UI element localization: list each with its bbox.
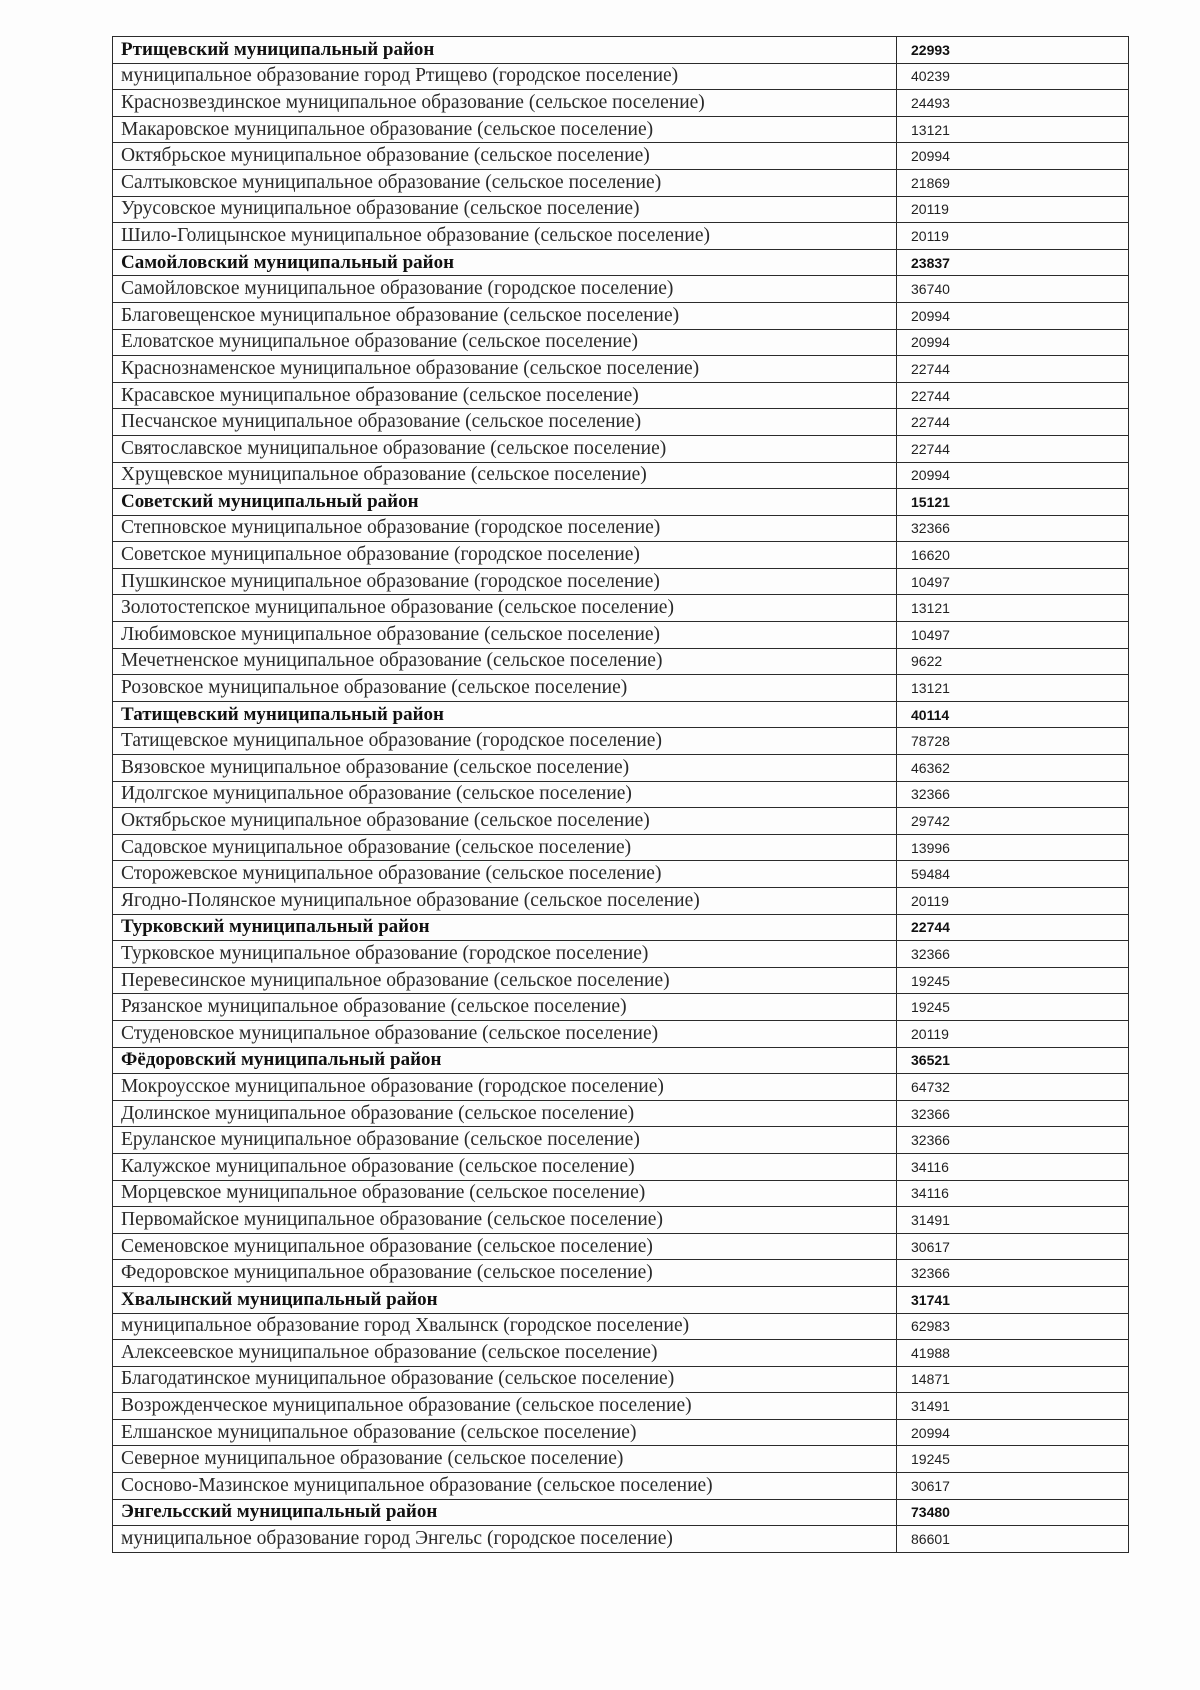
table-row: [113, 888, 1129, 915]
municipality-name-cell: Семеновское муниципальное образование (сельское поселение): [113, 1233, 897, 1260]
municipality-value-cell: 10497: [897, 568, 1129, 595]
district-name-cell: Ртищевский муниципальный район: [113, 37, 897, 64]
municipality-value-cell: 32366: [897, 515, 1129, 542]
district-row: [113, 1047, 1129, 1074]
municipality-value-cell: 31491: [897, 1393, 1129, 1420]
municipality-value-cell: 20994: [897, 143, 1129, 170]
municipality-value-cell: 20119: [897, 196, 1129, 223]
municipality-table: [112, 36, 1129, 1553]
municipality-name-cell: муниципальное образование город Энгельс (городское поселение): [113, 1526, 897, 1553]
table-row: [113, 223, 1129, 250]
table-row: [113, 1419, 1129, 1446]
table-row: [113, 675, 1129, 702]
municipality-value-cell: 31491: [897, 1207, 1129, 1234]
district-row: [113, 489, 1129, 516]
district-row: [113, 37, 1129, 64]
municipality-value-cell: 9622: [897, 648, 1129, 675]
district-value-cell: 22744: [897, 914, 1129, 941]
municipality-name-cell: Самойловское муниципальное образование (городское поселение): [113, 276, 897, 303]
table-row: [113, 861, 1129, 888]
municipality-value-cell: 19245: [897, 1446, 1129, 1473]
table-row: [113, 409, 1129, 436]
table-row: [113, 1260, 1129, 1287]
table-row: [113, 382, 1129, 409]
municipality-name-cell: Краснознаменское муниципальное образование (сельское поселение): [113, 356, 897, 383]
table-row: [113, 1207, 1129, 1234]
municipality-name-cell: Студеновское муниципальное образование (сельское поселение): [113, 1020, 897, 1047]
municipality-name-cell: Святославское муниципальное образование (сельское поселение): [113, 435, 897, 462]
municipality-name-cell: Октябрьское муниципальное образование (сельское поселение): [113, 143, 897, 170]
municipality-name-cell: Мокроусское муниципальное образование (городское поселение): [113, 1074, 897, 1101]
municipality-value-cell: 29742: [897, 808, 1129, 835]
municipality-name-cell: Сосново-Мазинское муниципальное образование (сельское поселение): [113, 1473, 897, 1500]
municipality-name-cell: Красавское муниципальное образование (сельское поселение): [113, 382, 897, 409]
district-name-cell: Хвалынский муниципальный район: [113, 1286, 897, 1313]
municipality-name-cell: Мечетненское муниципальное образование (сельское поселение): [113, 648, 897, 675]
municipality-name-cell: Благодатинское муниципальное образование (сельское поселение): [113, 1366, 897, 1393]
municipality-name-cell: Октябрьское муниципальное образование (сельское поселение): [113, 808, 897, 835]
municipality-value-cell: 22744: [897, 409, 1129, 436]
district-name-cell: Советский муниципальный район: [113, 489, 897, 516]
municipality-name-cell: Алексеевское муниципальное образование (сельское поселение): [113, 1340, 897, 1367]
table-row: [113, 143, 1129, 170]
municipality-value-cell: 32366: [897, 1127, 1129, 1154]
municipality-value-cell: 20994: [897, 462, 1129, 489]
municipality-value-cell: 34116: [897, 1180, 1129, 1207]
district-row: [113, 1499, 1129, 1526]
district-value-cell: 31741: [897, 1286, 1129, 1313]
municipality-value-cell: 13121: [897, 116, 1129, 143]
district-value-cell: 73480: [897, 1499, 1129, 1526]
municipality-value-cell: 32366: [897, 1260, 1129, 1287]
municipality-value-cell: 36740: [897, 276, 1129, 303]
district-value-cell: 40114: [897, 701, 1129, 728]
municipality-name-cell: Урусовское муниципальное образование (сельское поселение): [113, 196, 897, 223]
table-row: [113, 967, 1129, 994]
table-row: [113, 196, 1129, 223]
table-row: [113, 568, 1129, 595]
table-row: [113, 63, 1129, 90]
municipality-name-cell: Шило-Голицынское муниципальное образование (сельское поселение): [113, 223, 897, 250]
table-row: [113, 1020, 1129, 1047]
municipality-value-cell: 30617: [897, 1233, 1129, 1260]
municipality-name-cell: Рязанское муниципальное образование (сельское поселение): [113, 994, 897, 1021]
municipality-value-cell: 19245: [897, 994, 1129, 1021]
district-row: [113, 701, 1129, 728]
table-row: [113, 462, 1129, 489]
municipality-value-cell: 20994: [897, 1419, 1129, 1446]
table-row: [113, 542, 1129, 569]
table-row: [113, 1526, 1129, 1553]
district-row: [113, 249, 1129, 276]
table-row: [113, 1180, 1129, 1207]
municipality-value-cell: 22744: [897, 435, 1129, 462]
table-row: [113, 834, 1129, 861]
municipality-value-cell: 59484: [897, 861, 1129, 888]
municipality-value-cell: 21869: [897, 169, 1129, 196]
municipality-name-cell: Морцевское муниципальное образование (сельское поселение): [113, 1180, 897, 1207]
municipality-name-cell: Еловатское муниципальное образование (сельское поселение): [113, 329, 897, 356]
district-row: [113, 1286, 1129, 1313]
municipality-name-cell: Сторожевское муниципальное образование (сельское поселение): [113, 861, 897, 888]
municipality-value-cell: 30617: [897, 1473, 1129, 1500]
municipality-name-cell: Песчанское муниципальное образование (сельское поселение): [113, 409, 897, 436]
table-row: [113, 1153, 1129, 1180]
table-row: [113, 169, 1129, 196]
municipality-value-cell: 41988: [897, 1340, 1129, 1367]
table-row: [113, 1127, 1129, 1154]
municipality-value-cell: 20994: [897, 302, 1129, 329]
municipality-value-cell: 46362: [897, 755, 1129, 782]
table-row: [113, 329, 1129, 356]
municipality-value-cell: 10497: [897, 622, 1129, 649]
table-row: [113, 1074, 1129, 1101]
table-row: [113, 90, 1129, 117]
table-row: [113, 941, 1129, 968]
municipality-name-cell: Золотостепское муниципальное образование (сельское поселение): [113, 595, 897, 622]
municipality-value-cell: 20119: [897, 1020, 1129, 1047]
municipality-name-cell: Салтыковское муниципальное образование (сельское поселение): [113, 169, 897, 196]
municipality-value-cell: 20119: [897, 223, 1129, 250]
table-row: [113, 622, 1129, 649]
table-row: [113, 755, 1129, 782]
municipality-value-cell: 13121: [897, 675, 1129, 702]
municipality-value-cell: 16620: [897, 542, 1129, 569]
municipality-value-cell: 32366: [897, 941, 1129, 968]
table-row: [113, 1100, 1129, 1127]
municipality-value-cell: 22744: [897, 356, 1129, 383]
table-row: [113, 648, 1129, 675]
municipality-name-cell: Степновское муниципальное образование (городское поселение): [113, 515, 897, 542]
municipality-value-cell: 22744: [897, 382, 1129, 409]
municipality-value-cell: 64732: [897, 1074, 1129, 1101]
municipality-name-cell: Любимовское муниципальное образование (сельское поселение): [113, 622, 897, 649]
municipality-name-cell: Федоровское муниципальное образование (сельское поселение): [113, 1260, 897, 1287]
municipality-name-cell: Пушкинское муниципальное образование (городское поселение): [113, 568, 897, 595]
table-row: [113, 994, 1129, 1021]
municipality-value-cell: 19245: [897, 967, 1129, 994]
municipality-name-cell: Идолгское муниципальное образование (сельское поселение): [113, 781, 897, 808]
table-row: [113, 1393, 1129, 1420]
municipality-name-cell: Калужское муниципальное образование (сельское поселение): [113, 1153, 897, 1180]
municipality-value-cell: 13121: [897, 595, 1129, 622]
municipality-name-cell: Макаровское муниципальное образование (сельское поселение): [113, 116, 897, 143]
table-row: [113, 1473, 1129, 1500]
district-value-cell: 36521: [897, 1047, 1129, 1074]
municipality-value-cell: 14871: [897, 1366, 1129, 1393]
table-row: [113, 435, 1129, 462]
district-name-cell: Татищевский муниципальный район: [113, 701, 897, 728]
table-row: [113, 728, 1129, 755]
table-row: [113, 1446, 1129, 1473]
municipality-name-cell: Краснозвездинское муниципальное образование (сельское поселение): [113, 90, 897, 117]
table-row: [113, 595, 1129, 622]
table-row: [113, 1233, 1129, 1260]
table-row: [113, 808, 1129, 835]
municipality-name-cell: муниципальное образование город Хвалынск (городское поселение): [113, 1313, 897, 1340]
municipality-name-cell: Советское муниципальное образование (городское поселение): [113, 542, 897, 569]
table-row: [113, 302, 1129, 329]
municipality-value-cell: 86601: [897, 1526, 1129, 1553]
district-value-cell: 22993: [897, 37, 1129, 64]
district-name-cell: Энгельсский муниципальный район: [113, 1499, 897, 1526]
municipality-name-cell: Розовское муниципальное образование (сельское поселение): [113, 675, 897, 702]
municipality-name-cell: Перевесинское муниципальное образование (сельское поселение): [113, 967, 897, 994]
municipality-name-cell: Еруланское муниципальное образование (сельское поселение): [113, 1127, 897, 1154]
municipality-value-cell: 20119: [897, 888, 1129, 915]
municipality-name-cell: Благовещенское муниципальное образование (сельское поселение): [113, 302, 897, 329]
municipality-value-cell: 78728: [897, 728, 1129, 755]
municipality-value-cell: 20994: [897, 329, 1129, 356]
municipality-value-cell: 62983: [897, 1313, 1129, 1340]
municipality-name-cell: Долинское муниципальное образование (сельское поселение): [113, 1100, 897, 1127]
district-name-cell: Турковский муниципальный район: [113, 914, 897, 941]
table-row: [113, 116, 1129, 143]
municipality-name-cell: Елшанское муниципальное образование (сельское поселение): [113, 1419, 897, 1446]
table-row: [113, 276, 1129, 303]
municipality-value-cell: 40239: [897, 63, 1129, 90]
municipality-value-cell: 34116: [897, 1153, 1129, 1180]
municipality-name-cell: Ягодно-Полянское муниципальное образование (сельское поселение): [113, 888, 897, 915]
municipality-value-cell: 32366: [897, 781, 1129, 808]
municipality-name-cell: Вязовское муниципальное образование (сельское поселение): [113, 755, 897, 782]
district-value-cell: 15121: [897, 489, 1129, 516]
municipality-name-cell: Татищевское муниципальное образование (городское поселение): [113, 728, 897, 755]
district-value-cell: 23837: [897, 249, 1129, 276]
municipality-value-cell: 32366: [897, 1100, 1129, 1127]
district-name-cell: Фёдоровский муниципальный район: [113, 1047, 897, 1074]
municipality-value-cell: 24493: [897, 90, 1129, 117]
table-body: [113, 37, 1129, 1553]
municipality-name-cell: Хрущевское муниципальное образование (сельское поселение): [113, 462, 897, 489]
table-row: [113, 1340, 1129, 1367]
municipality-name-cell: Садовское муниципальное образование (сельское поселение): [113, 834, 897, 861]
table-row: [113, 515, 1129, 542]
table-row: [113, 356, 1129, 383]
table-row: [113, 1313, 1129, 1340]
table-row: [113, 1366, 1129, 1393]
municipality-name-cell: муниципальное образование город Ртищево (городское поселение): [113, 63, 897, 90]
municipality-name-cell: Первомайское муниципальное образование (сельское поселение): [113, 1207, 897, 1234]
municipality-name-cell: Северное муниципальное образование (сельское поселение): [113, 1446, 897, 1473]
table-row: [113, 781, 1129, 808]
district-name-cell: Самойловский муниципальный район: [113, 249, 897, 276]
district-row: [113, 914, 1129, 941]
municipality-name-cell: Возрожденческое муниципальное образование (сельское поселение): [113, 1393, 897, 1420]
municipality-value-cell: 13996: [897, 834, 1129, 861]
municipality-name-cell: Турковское муниципальное образование (городское поселение): [113, 941, 897, 968]
